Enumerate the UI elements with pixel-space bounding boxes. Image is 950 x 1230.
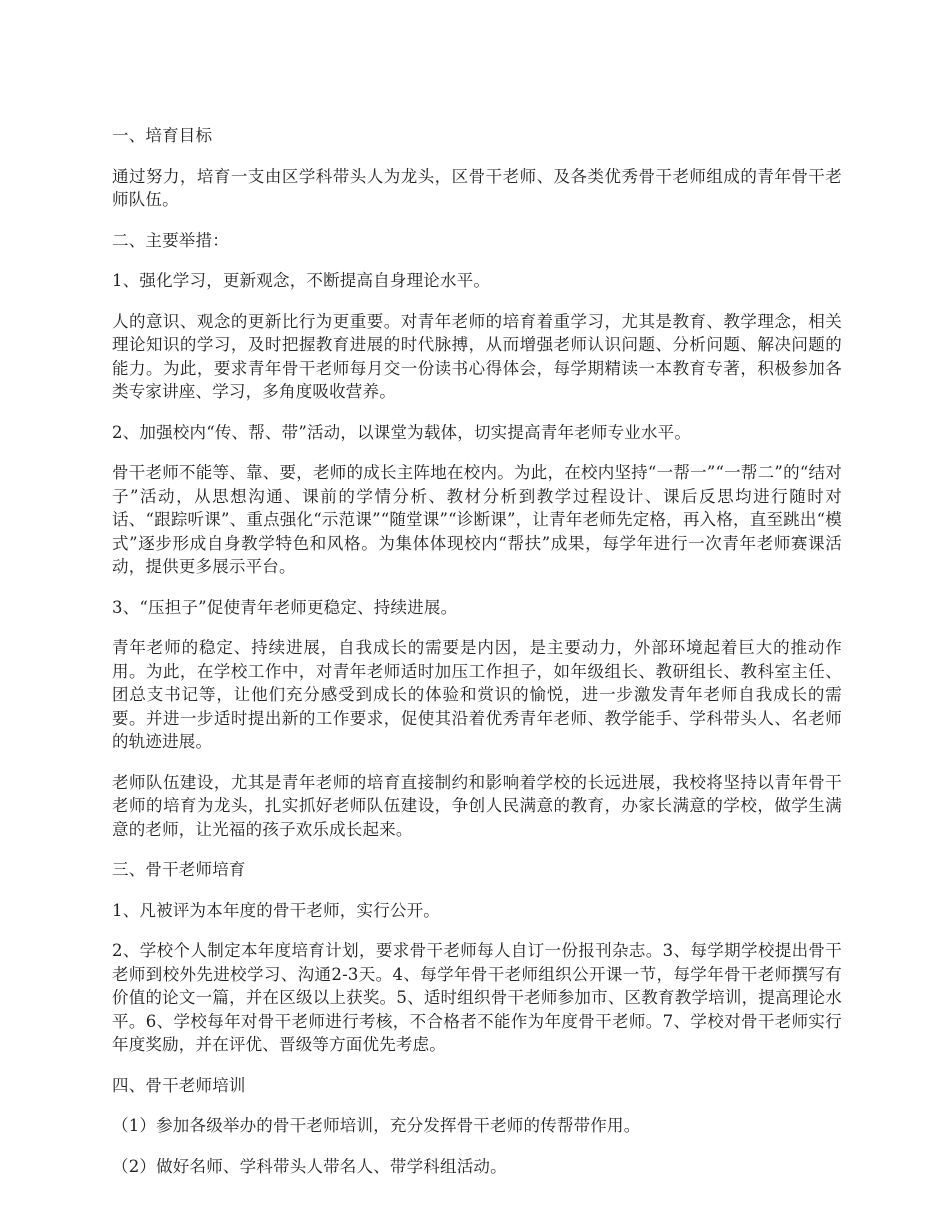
section-heading-backbone-cultivation: 三、骨干老师培育 [112,860,246,879]
paragraph-cultivation-plan: 2、学校个人制定本年度培育计划，要求骨干老师每人自订一份报刊杂志。3、每学期学校提出骨干老师到校外先进校学习、沟通2-3天。4、每学年骨干老师组织公开课一节，每学年骨干老师撰写有价值的论文一篇，并在区级以上获奖。5、适时组织骨干老师参加市、区教育教学培训，提高理论水平。6、学校每年对骨干老师进行考核，不合格者不能作为年度骨干老师。7、学校对骨干老师实行年度奖励，并在评优、晋级等方面优先考虑。 [112,941,842,1054]
document-body [112,118,842,1189]
list-item-training-1: （1）参加各级举办的骨干老师培训，充分发挥骨干老师的传帮带作用。 [112,1116,641,1135]
subheading-mentoring: 2、加强校内“传、帮、带”活动，以课堂为载体，切实提高青年老师专业水平。 [112,422,692,442]
list-item-training-2: （2）做好名师、学科带头人带名人、带学科组活动。 [112,1156,507,1176]
paragraph-team-building: 老师队伍建设，尤其是青年老师的培育直接制约和影响着学校的长远进展，我校将坚持以青年骨干老师的培育为龙头，扎实抓好老师队伍建设，争创人民满意的教育，办家长满意的学校，做学生满意的老师，让光福的孩子欢乐成长起来。 [112,772,842,839]
section-heading-measures: 二、主要举措： [112,230,229,250]
subheading-study: 1、强化学习，更新观念，不断提高自身理论水平。 [112,271,491,290]
paragraph-mentoring: 骨干老师不能等、靠、要，老师的成长主阵地在校内。为此，在校内坚持“一帮一”“一帮二”的“结对子”活动，从思想沟通、课前的学情分析、教材分析到教学过程设计、课后反思均进行随时对话、“跟踪听课”、重点强化“示范课”“随堂课”“诊断课”，让青年老师先定格，再入格，直至跳出“模式”逐步形成自身教学特色和风格。为集体体现校内“帮扶”成果，每学年进行一次青年老师赛课活动，提供更多展示平台。 [112,463,842,576]
section-heading-goal: 一、培育目标 [112,126,213,145]
paragraph-responsibility: 青年老师的稳定、持续进展，自我成长的需要是内因，是主要动力，外部环境起着巨大的推动作用。为此，在学校工作中，对青年老师适时加压工作担子，如年级组长、教研组长、教科室主任、团总支书记等，让他们充分感受到成长的体验和赏识的愉悦，进一步激发青年老师自我成长的需要。并进一步适时提出新的工作要求，促使其沿着优秀青年老师、教学能手、学科带头人、名老师的轨迹进展。 [112,638,842,751]
section-heading-backbone-training: 四、骨干老师培训 [112,1075,246,1095]
paragraph-public-selection: 1、凡被评为本年度的骨干老师，实行公开。 [112,900,440,920]
subheading-responsibility: 3、“压担子”促使青年老师更稳定、持续进展。 [112,597,458,617]
paragraph-goal: 通过努力，培育一支由区学科带头人为龙头，区骨干老师、及各类优秀骨干老师组成的青年骨干老师队伍。 [112,166,842,209]
paragraph-study: 人的意识、观念的更新比行为更重要。对青年老师的培育着重学习，尤其是教育、教学理念，相关理论知识的学习，及时把握教育进展的时代脉搏，从而增强老师认识问题、分析问题、解决问题的能力。为此，要求青年骨干老师每月交一份读书心得体会，每学期精读一本教育专著，积极参加各类专家讲座、学习，多角度吸收营养。 [112,311,842,401]
